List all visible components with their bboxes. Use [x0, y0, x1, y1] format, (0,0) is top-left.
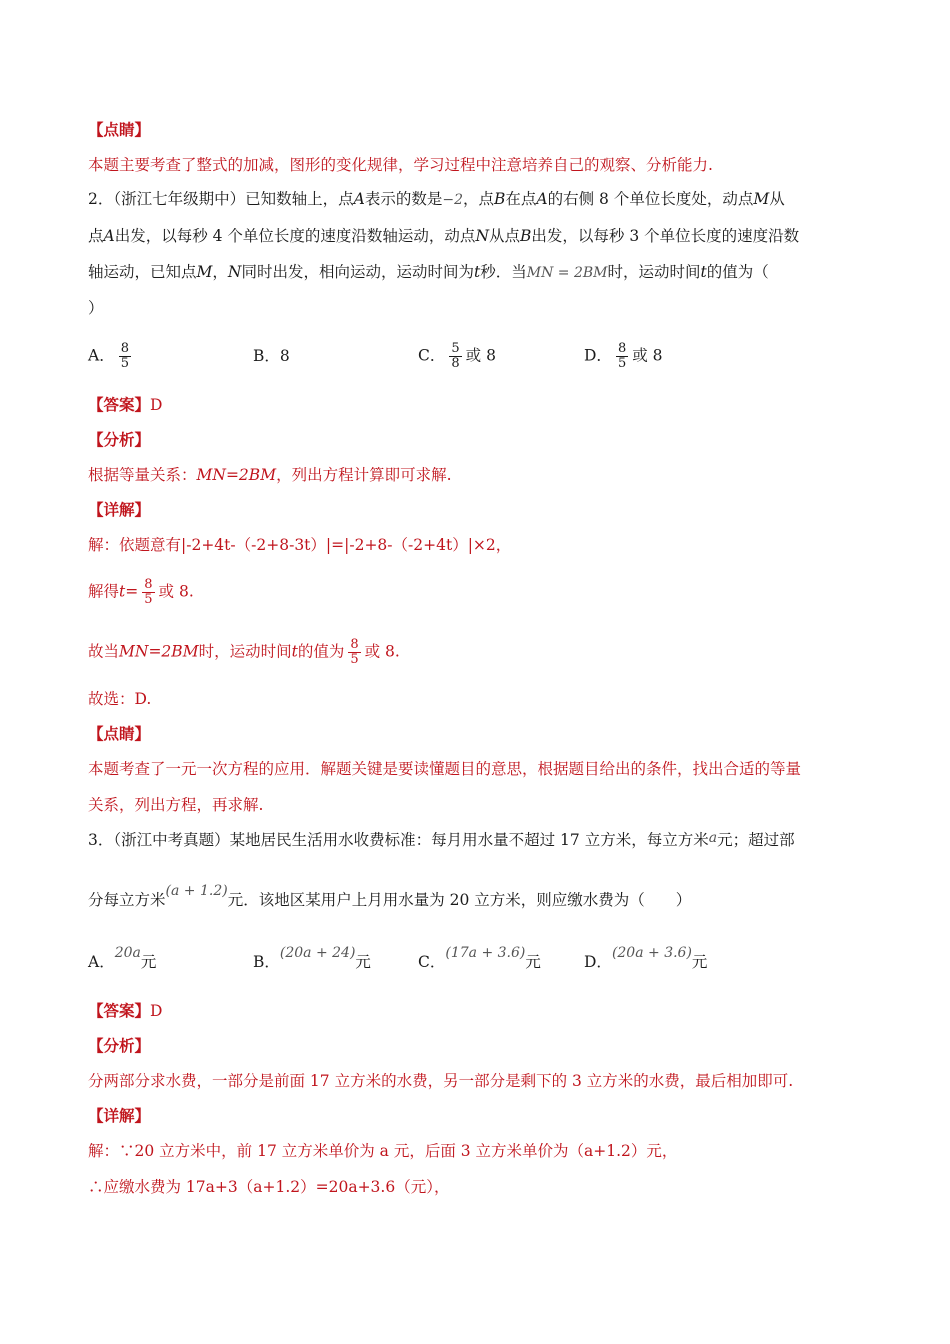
q3-line-1: 3．（浙江中考真题）某地居民生活用水收费标准：每月用水量不超过 17 立方米，每立方米a元；超过部: [88, 830, 795, 849]
q3-line-2: 分每立方米(a + 1.2)元．该地区某用户上月用水量为 20 立方米，则应缴水费为（ ）: [88, 883, 692, 909]
q2-option-c: C． $\frac{5}{8}$ 或 8: [418, 341, 496, 371]
q2-dianjing-line-2: 关系，列出方程，再求解.: [88, 796, 264, 814]
q2-xiangjie-line-2: 解得t= $\frac{8}{5}$ 或 8.: [88, 577, 194, 607]
dianjing-label: 【点睛】: [88, 120, 151, 139]
q3-xiangjie-label: 【详解】: [88, 1106, 151, 1125]
q3-option-c: C．(17a + 3.6)元: [418, 945, 541, 971]
q2-line-2: 点A出发，以每秒 4 个单位长度的速度沿数轴运动，动点N从点B出发，以每秒 3 个单位长度的速度沿数: [88, 227, 800, 245]
q3-option-b: B．(20a + 24)元: [253, 945, 371, 971]
q3-option-d: D．(20a + 3.6)元: [584, 945, 708, 971]
q2-option-d: D． $\frac{8}{5}$ 或 8: [584, 341, 663, 371]
q3-xiangjie-line-2: ∴应缴水费为 17a+3（a+1.2）=20a+3.6（元），: [88, 1178, 450, 1196]
q2-xiangjie-line-1: 解：依题意有|-2+4t-（-2+8-3t）|=|-2+8-（-2+4t）|×2，: [88, 536, 512, 554]
q3-answer: 【答案】D: [88, 1001, 163, 1020]
q2-line-4: ）: [88, 299, 104, 317]
q2-line-1: 2．（浙江七年级期中）已知数轴上，点A表示的数是−2，点B在点A的右侧 8 个单位长度处，动点M从: [88, 190, 785, 208]
q2-fenxi-label: 【分析】: [88, 430, 151, 449]
q2-dianjing-line-1: 本题考查了一元一次方程的应用．解题关键是要读懂题目的意思，根据题目给出的条件，找出合适的等量: [88, 760, 802, 778]
q3-option-a: A．20a元: [88, 945, 157, 971]
q2-xiangjie-line-4: 故选：D.: [88, 690, 152, 708]
q3-fenxi-text: 分两部分求水费，一部分是前面 17 立方米的水费，另一部分是剩下的 3 立方米的水费，最后相加即可.: [88, 1072, 794, 1090]
q2-xiangjie-line-3: 故当MN=2BM时，运动时间t的值为 $\frac{8}{5}$ 或 8.: [88, 637, 400, 667]
q2-dianjing-label: 【点睛】: [88, 724, 151, 743]
q2-option-a: A． $\frac{8}{5}$: [88, 341, 129, 371]
q3-fenxi-label: 【分析】: [88, 1036, 151, 1055]
q2-answer: 【答案】D: [88, 395, 163, 414]
q2-line-3: 轴运动，已知点M，N同时出发，相向运动，运动时间为t秒．当MN = 2BM时，运动时间t的值为（: [88, 263, 769, 281]
q2-option-b: B．8: [253, 347, 290, 365]
q2-xiangjie-label: 【详解】: [88, 500, 151, 519]
q3-xiangjie-line-1: 解：∵20 立方米中，前 17 立方米单价为 a 元，后面 3 立方米单价为（a+1.2）元，: [88, 1142, 678, 1160]
q2-fenxi-text: 根据等量关系：MN=2BM，列出方程计算即可求解.: [88, 466, 452, 484]
dianjing-text: 本题主要考查了整式的加减，图形的变化规律，学习过程中注意培养自己的观察、分析能力.: [88, 156, 713, 174]
